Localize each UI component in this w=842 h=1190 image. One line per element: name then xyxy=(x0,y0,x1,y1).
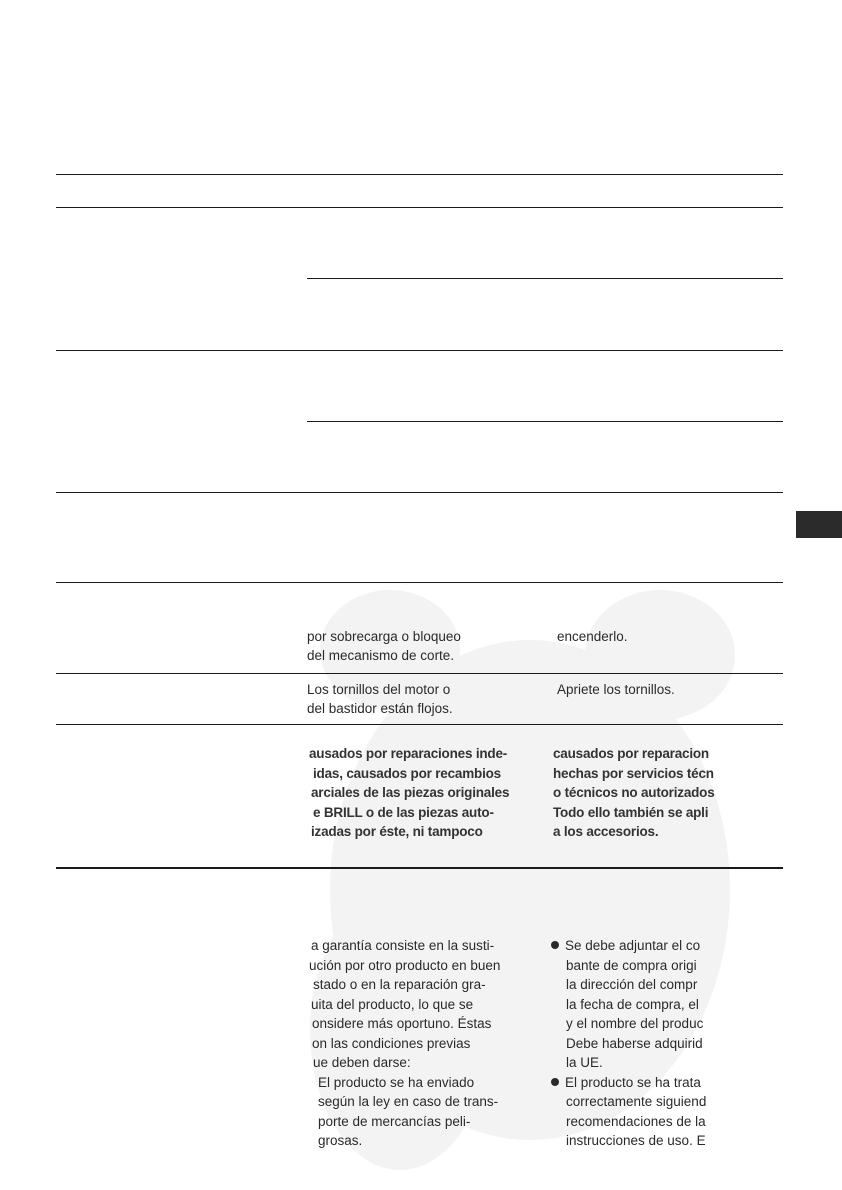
text-line: o técnicos no autorizados xyxy=(553,785,715,800)
warranty-conditions-right xyxy=(551,936,729,1156)
bullet-icon xyxy=(551,941,559,949)
text-line: grosas. xyxy=(318,1133,363,1148)
text-line: instrucciones de uso. E xyxy=(566,1133,706,1148)
text-line: onsidere más oportuno. Éstas xyxy=(312,1016,492,1031)
text-line: bante de compra origi xyxy=(566,957,697,973)
text-line: Debe haberse adquirid xyxy=(566,1035,703,1051)
table-row-rule xyxy=(56,582,783,583)
cause-text-line: Los tornillos del motor o xyxy=(307,682,451,697)
warranty-exclusions-right xyxy=(553,744,729,844)
bullet-icon xyxy=(551,1078,559,1086)
text-line: la fecha de compra, el xyxy=(566,996,699,1012)
section-divider-rule xyxy=(56,867,783,869)
text-line: El producto se ha trata xyxy=(565,1074,701,1090)
text-line: Todo ello también se apli xyxy=(553,804,709,820)
text-line: porte de mercancías peli- xyxy=(318,1113,471,1129)
text-line: recomendaciones de la xyxy=(566,1113,706,1129)
warranty-exclusions-left xyxy=(309,744,537,844)
text-line: correctamente siguiend xyxy=(566,1094,707,1109)
text-line: a los accesorios. xyxy=(553,824,659,839)
text-line: a garantía consiste en la susti- xyxy=(311,938,495,953)
text-line: hechas por servicios técn xyxy=(553,765,714,781)
warranty-conditions-left xyxy=(309,936,537,1156)
text-line: arciales de las piezas originales xyxy=(311,785,510,800)
list-item xyxy=(551,936,729,956)
table-subrow-rule xyxy=(307,421,783,422)
table-row-rule xyxy=(56,492,783,493)
list-item xyxy=(551,1073,729,1093)
text-line: la dirección del compr xyxy=(566,977,698,992)
text-line: izadas por éste, ni tampoco xyxy=(311,824,483,839)
remedy-text: Apriete los tornillos. xyxy=(557,682,675,697)
text-line: y el nombre del produc xyxy=(566,1016,704,1031)
cause-text-line: por sobrecarga o bloqueo xyxy=(307,629,461,644)
text-line: e BRILL o de las piezas auto- xyxy=(313,804,494,820)
side-section-tab xyxy=(796,511,842,538)
table-row-rule xyxy=(56,724,783,725)
text-line: causados por reparacion xyxy=(553,746,709,761)
text-line: ue deben darse: xyxy=(313,1055,411,1070)
cause-text-line: del bastidor están flojos. xyxy=(307,701,453,716)
text-line: la UE. xyxy=(566,1055,603,1070)
text-line: uita del producto, lo que se xyxy=(311,996,474,1012)
text-line: stado o en la reparación gra- xyxy=(313,977,486,992)
text-line: ución por otro producto en buen xyxy=(309,957,501,973)
text-line: idas, causados por recambios xyxy=(313,765,501,781)
text-line: on las condiciones previas xyxy=(312,1035,471,1051)
table-subrow-rule xyxy=(307,278,783,279)
text-line: Se debe adjuntar el co xyxy=(565,938,701,953)
table-row-rule xyxy=(56,207,783,208)
text-line: El producto se ha enviado xyxy=(318,1074,475,1090)
cause-text-line: del mecanismo de corte. xyxy=(307,648,455,663)
table-row-rule xyxy=(56,673,783,674)
remedy-text: encenderlo. xyxy=(557,629,628,644)
text-line: según la ley en caso de trans- xyxy=(318,1094,499,1109)
table-top-rule xyxy=(56,174,783,175)
text-line: ausados por reparaciones inde- xyxy=(309,746,508,761)
table-row-rule xyxy=(56,350,783,351)
